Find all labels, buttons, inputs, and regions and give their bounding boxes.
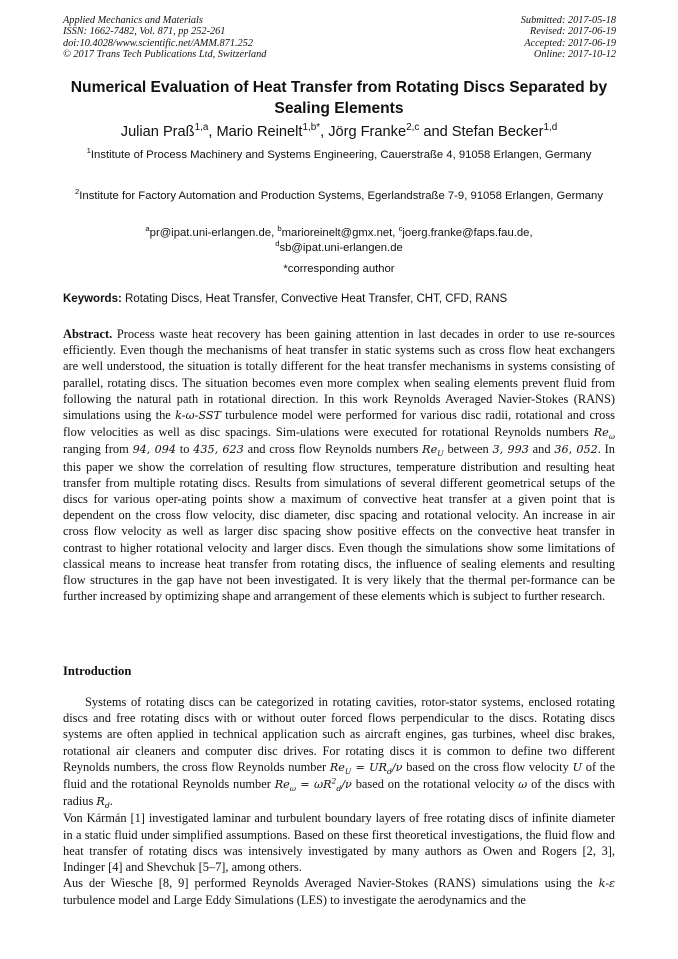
- author-affil-marker: 1,a: [194, 122, 209, 134]
- keywords-label: Keywords:: [63, 293, 122, 305]
- abstract-text: . In this paper we show the correlation of resulting flow structures, temperature distribution and resulting heat transfer from multiple rotating discs. Results from simulations of several different geometrical setups of the discs for various oper-ating points show a maximum of convective heat transfer at a given point that is dependent on the cross flow velocity, disc diameter, disc spacing and rotational velocity. An increase in air cross flow velocity as well as larger disc spacing show positive effects on the convective heat transfer in contrast to higher rotational velocity and larger discs. Even though the simulations show some limitations of classical means to increase heat transfer from rotating discs, the influence of sealing elements and resulting flow structures in the gap have not been investigated. It is very likely that the thermal per-formance can be further increased by optimizing shape and arrangement of these elements which is subject to further research.: [63, 442, 615, 604]
- email-address[interactable]: sb@ipat.uni-erlangen.de: [279, 242, 403, 254]
- math-subscript: ω: [289, 784, 296, 794]
- math-symbol: /ν: [391, 760, 403, 774]
- author-separator: ,: [208, 124, 217, 140]
- abstract-text: and cross flow Reynolds numbers: [247, 442, 419, 457]
- math-symbol: = ωR: [295, 778, 332, 792]
- intro-text: Systems of rotating discs can be categorized in rotating cavities, rotor-stator systems, enclosed rotating discs and free rotating discs with or without outer forced flows perpendicular to the discs. Rotating discs systems are often applied in technical application such as aircraft engines, gas turbines, wheel disc brakes, rotational air cleaners and computer disc drives. For rotating discs it is common to define two different Reynolds numbers, the cross flow Reynolds number: [63, 695, 615, 774]
- author-affil-marker: 1,d: [543, 122, 558, 134]
- author-affil-marker: 1,b*: [302, 122, 321, 134]
- intro-text: of the discs with radius: [63, 777, 615, 809]
- author-name: Stefan Becker: [451, 124, 544, 140]
- math-subscript: ω: [608, 432, 615, 442]
- email-address[interactable]: joerg.franke@faps.fau.de: [402, 227, 530, 239]
- math-symbol: Re: [593, 426, 609, 440]
- math-superscript: 2: [331, 776, 337, 786]
- abstract-text: between: [447, 442, 489, 457]
- abstract-text: Process waste heat recovery has been gaining attention in last decades in order to use re-sources efficiently. Even though the mechanisms of heat transfer in static systems such as cross flow heat exchangers are well understood, the situation is totally different for the heat transfer mechanisms in systems consisting of parallel, rotating discs. The situation becomes even more complex when sealing elements prevent fluid from following the natural path in rotational direction. In this work Reynolds Averaged Navier-Stokes (RANS) simulations using the: [63, 327, 615, 423]
- intro-text: Aus der Wiesche [8, 9] performed Reynolds Averaged Navier-Stokes (RANS) simulations using the: [63, 876, 593, 891]
- math-subscript: d: [386, 767, 392, 777]
- affiliation-text: Institute of Process Machinery and Systems Engineering, Cauerstraße 4, 91058 Erlangen, Germany: [90, 149, 592, 161]
- intro-text: based on the cross flow velocity: [406, 759, 569, 774]
- math-number: 435, 623: [193, 443, 244, 457]
- math-symbol: R: [96, 795, 105, 809]
- abstract-text: to: [179, 442, 190, 457]
- accepted-date: Accepted: 2017-06-19: [524, 37, 616, 49]
- math-subscript: U: [344, 767, 352, 777]
- intro-paragraph-3: [63, 875, 615, 908]
- keywords-text: Rotating Discs, Heat Transfer, Convective Heat Transfer, CHT, CFD, RANS: [125, 293, 508, 305]
- author-name: Jörg Franke: [328, 124, 407, 140]
- math-subscript: U: [437, 449, 444, 459]
- math-expression: k-ω-SST: [175, 409, 221, 423]
- paper-title: Numerical Evaluation of Heat Transfer from Rotating Discs Separated by Sealing Elements: [70, 79, 608, 117]
- abstract-label: Abstract.: [63, 327, 113, 341]
- affiliation-text: Institute for Factory Automation and Production Systems, Egerlandstraße 7-9, 91058 Erlangen, Germany: [79, 190, 603, 202]
- math-number: 94, 094: [132, 443, 176, 457]
- section-heading-introduction: Introduction: [63, 664, 132, 678]
- intro-paragraph-2: Von Kármán [1] investigated laminar and turbulent boundary layers of free rotating discs of infinite diameter in a static fluid under simplified assumptions. Based on these first theoretical investigations, the fluid flow and heat transfer of rotating discs was intensively investigated by many authors as Owen and Rogers [2, 3], Indinger [4] and Shevchuk [5–7], among others.: [63, 811, 615, 875]
- affiliation-number: 2: [75, 187, 80, 197]
- intro-paragraph-1: [63, 694, 615, 810]
- email-marker: b: [277, 224, 282, 234]
- email-address[interactable]: marioreinelt@gmx.net: [281, 227, 393, 239]
- math-expression: [422, 443, 444, 459]
- math-expression: [274, 776, 352, 794]
- email-marker: c: [398, 224, 403, 234]
- affiliation-number: 1: [86, 146, 91, 156]
- intro-text: based on the rotational velocity: [355, 777, 515, 792]
- abstract-text: and: [532, 442, 551, 457]
- author-name: Julian Praß: [120, 124, 195, 140]
- math-expression: [329, 760, 403, 777]
- math-number: 36, 052: [554, 443, 598, 457]
- affiliation-2: [60, 186, 618, 206]
- math-symbol: U: [572, 760, 583, 774]
- intro-text: .: [109, 794, 113, 809]
- math-symbol: Re: [422, 443, 438, 457]
- math-expression: [593, 426, 615, 442]
- email-list: $^a$pr@ipat.uni-erlangen.de, $^b$marioreinelt@gmx.net, $^c$joerg.franke@faps.fau.de, $^d$sb@ipat.uni-erlangen.de: [145, 224, 533, 254]
- revised-date: Revised: 2017-06-19: [529, 26, 616, 38]
- abstract: [63, 326, 615, 604]
- intro-text: of the fluid and the rotational Reynolds number: [63, 759, 615, 792]
- math-number: 3, 993: [492, 443, 529, 457]
- author-separator: ,: [320, 124, 329, 140]
- math-subscript: d: [336, 784, 342, 794]
- journal-name: Applied Mechanics and Materials: [63, 15, 203, 26]
- math-symbol: k-ε: [598, 877, 615, 891]
- math-expression: [96, 795, 110, 811]
- abstract-text: turbulence model were performed for various disc radii, rotational and cross flow velocities as well as disc spacings. Sim-ulations were executed for rotational Reynolds numbers: [63, 408, 615, 440]
- author-list: [60, 123, 618, 141]
- math-symbol: Re: [329, 760, 345, 774]
- introduction-body: [63, 694, 615, 909]
- email-marker: a: [145, 224, 150, 234]
- affiliation-1: [60, 145, 618, 165]
- copyright-line: © 2017 Trans Tech Publications Ltd, Switzerland: [63, 49, 267, 61]
- author-separator: and: [419, 124, 452, 140]
- email-address[interactable]: pr@ipat.uni-erlangen.de: [149, 227, 272, 239]
- online-date: Online: 2017-10-12: [533, 49, 616, 61]
- math-symbol: ω: [518, 778, 528, 792]
- math-symbol: /ν: [341, 778, 352, 792]
- email-marker: d: [275, 239, 280, 249]
- journal-info: [63, 15, 363, 61]
- author-name: Mario Reinelt: [216, 124, 303, 140]
- keywords-line: [63, 291, 623, 307]
- publication-dates: [396, 15, 616, 61]
- math-subscript: d: [104, 801, 110, 811]
- math-symbol: = UR: [351, 760, 387, 774]
- intro-text: turbulence model and Large Eddy Simulations (LES) to investigate the aerodynamics and the: [63, 893, 526, 908]
- math-symbol: Re: [274, 778, 290, 792]
- corresponding-author-note: *corresponding author: [283, 263, 395, 275]
- doi-line[interactable]: doi:10.4028/www.scientific.net/AMM.871.252: [63, 37, 253, 49]
- author-affil-marker: 2,c: [406, 122, 420, 134]
- issn-line: ISSN: 1662-7482, Vol. 871, pp 252-261: [63, 26, 226, 38]
- abstract-text: ranging from: [63, 442, 129, 457]
- submitted-date: Submitted: 2017-05-18: [520, 15, 616, 26]
